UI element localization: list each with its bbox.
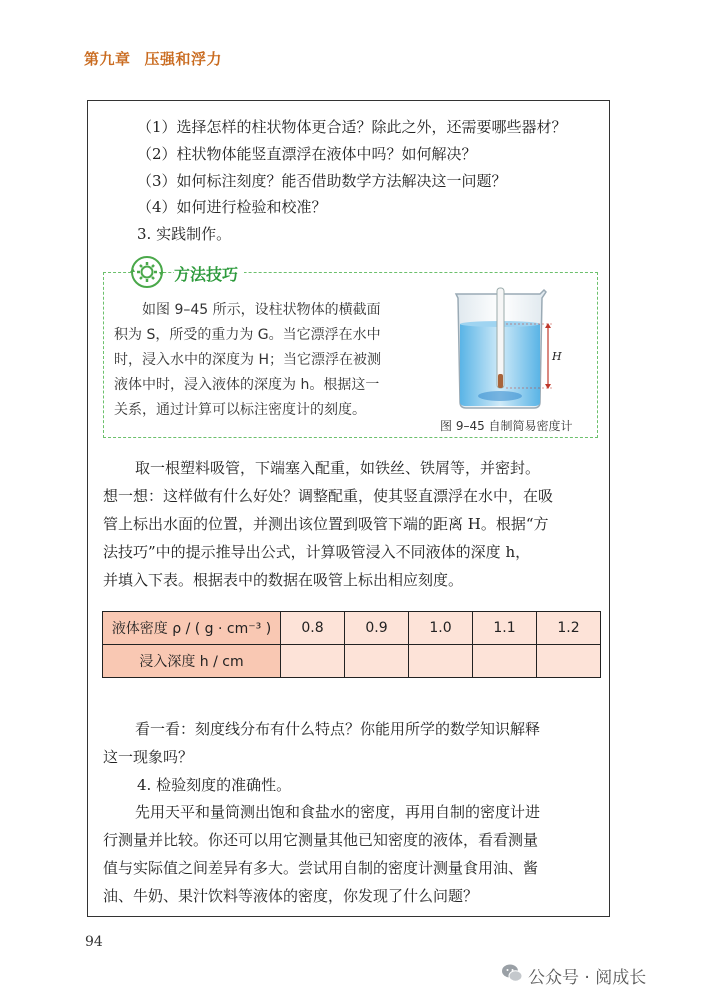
- depth-cell[interactable]: [345, 645, 409, 678]
- question-1: （1）选择怎样的柱状物体更合适？除此之外，还需要哪些器材？: [137, 118, 567, 136]
- table-row: [103, 645, 601, 678]
- density-value: 1.1: [473, 612, 537, 645]
- page-number: 94: [85, 934, 103, 950]
- paragraph-line: 行测量并比较。你还可以用它测量其他已知密度的液体，看看测量: [103, 831, 539, 849]
- chapter-number: 第九章: [84, 50, 131, 68]
- figure-caption: 图 9–45 自制简易密度计: [440, 419, 573, 433]
- beaker-hydrometer-illustration: [448, 282, 578, 412]
- tip-text: [114, 298, 434, 423]
- table-row: [103, 612, 601, 645]
- chapter-title: 压强和浮力: [144, 50, 223, 68]
- tip-line: 积为 S，所受的重力为 G。当它漂浮在水中: [114, 327, 381, 343]
- paragraph-observe: [103, 715, 603, 771]
- tip-line: 关系，通过计算可以标注密度计的刻度。: [114, 402, 366, 418]
- gear-cycle-icon: [129, 254, 165, 290]
- depth-cell[interactable]: [473, 645, 537, 678]
- question-4: （4）如何进行检验和校准？: [137, 198, 327, 216]
- paragraph-line: 法技巧”中的提示推导出公式，计算吸管浸入不同液体的深度 h，: [103, 543, 531, 561]
- paragraph-verify: [103, 798, 603, 910]
- density-value: 1.0: [409, 612, 473, 645]
- depth-H-label: H: [552, 350, 562, 363]
- watermark-text: 公众号 · 阅成长: [528, 968, 647, 988]
- step-4-heading: 4. 检验刻度的准确性。: [137, 776, 292, 794]
- question-3: （3）如何标注刻度？能否借助数学方法解决这一问题？: [137, 172, 507, 190]
- chapter-header: [84, 48, 222, 69]
- depth-cell[interactable]: [409, 645, 473, 678]
- tip-line: 液体中时，浸入液体的深度为 h。根据这一: [114, 377, 380, 393]
- density-value: 0.9: [345, 612, 409, 645]
- density-table: [102, 611, 601, 678]
- paragraph-line: 这一现象吗？: [103, 748, 194, 766]
- paragraph-line: 看一看：刻度线分布有什么特点？你能用所学的数学知识解释: [135, 720, 541, 738]
- depth-cell[interactable]: [537, 645, 601, 678]
- wechat-icon: [500, 961, 524, 985]
- paragraph-line: 并填入下表。根据表中的数据在吸管上标出相应刻度。: [103, 571, 464, 589]
- tip-line: 时，浸入水中的深度为 H；当它漂浮在被测: [114, 352, 381, 368]
- paragraph-line: 取一根塑料吸管，下端塞入配重，如铁丝、铁屑等，并密封。: [135, 459, 541, 477]
- paragraph-line: 管上标出水面的位置，并测出该位置到吸管下端的距离 H。根据“方: [103, 515, 549, 533]
- paragraph-instructions: [103, 454, 603, 594]
- density-value: 1.2: [537, 612, 601, 645]
- density-value: 0.8: [281, 612, 345, 645]
- paragraph-line: 先用天平和量筒测出饱和食盐水的密度，再用自制的密度计进: [135, 803, 541, 821]
- density-header: 液体密度 ρ / ( g · cm⁻³ ): [103, 612, 281, 645]
- paragraph-line: 想一想：这样做有什么好处？调整配重，使其竖直漂浮在水中，在吸: [103, 487, 554, 505]
- tip-title: 方法技巧: [174, 262, 244, 285]
- question-2: （2）柱状物体能竖直漂浮在液体中吗？如何解决？: [137, 145, 477, 163]
- paragraph-line: 油、牛奶、果汁饮料等液体的密度，你发现了什么问题？: [103, 887, 479, 905]
- paragraph-line: 值与实际值之间差异有多大。尝试用自制的密度计测量食用油、酱: [103, 859, 539, 877]
- step-3-heading: 3. 实践制作。: [137, 225, 232, 243]
- depth-cell[interactable]: [281, 645, 345, 678]
- tip-line: 如图 9–45 所示，设柱状物体的横截面: [142, 302, 381, 318]
- depth-header: 浸入深度 h / cm: [103, 645, 281, 678]
